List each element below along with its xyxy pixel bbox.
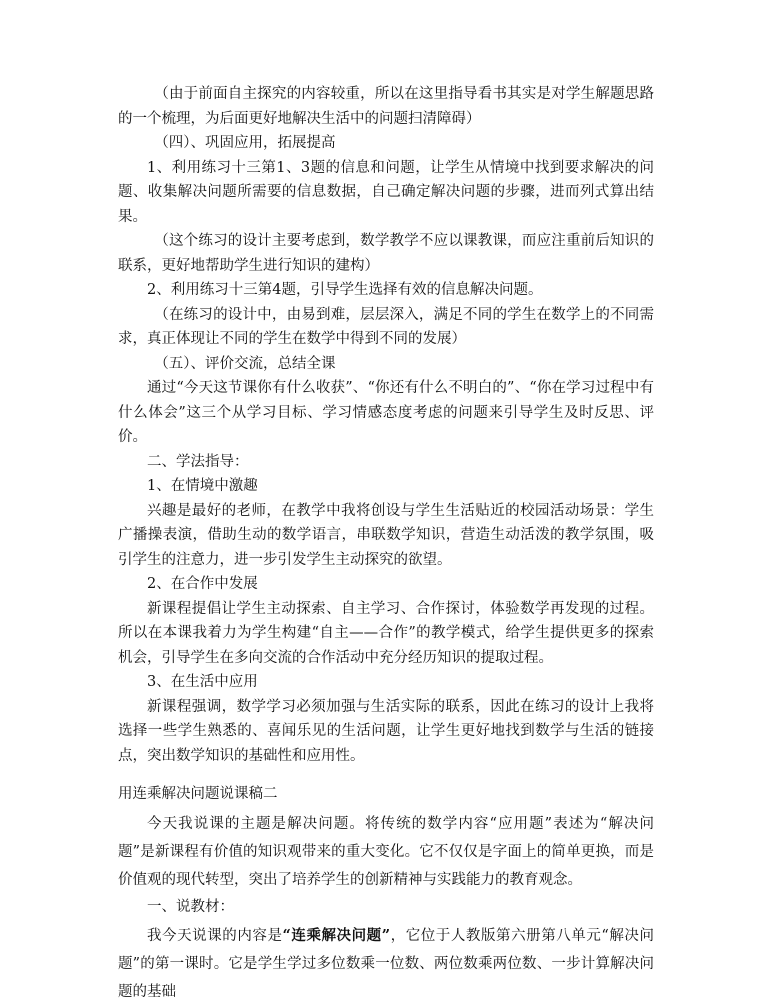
paragraph-note-reading: （由于前面自主探究的内容较重，所以在这里指导看书其实是对学生解题思路的一个梳理，为后面更好地解决生活中的问题扫清障碍） — [118, 86, 654, 127]
paragraph-interest: 兴趣是最好的老师，在教学中我将创设与学生生活贴近的校园活动场景：学生广播操表演，借助生动的数学语言，串联数学知识，营造生动活泼的教学氛围，吸引学生的注意力，进一步引发学生主动探究的欲望。 — [118, 502, 654, 568]
subheading-interest: 1、在情境中激趣 — [147, 478, 258, 494]
paragraph-exercise-2: 2、利用练习十三第4题，引导学生选择有效的信息解决问题。 — [147, 282, 543, 298]
subheading-cooperation: 2、在合作中发展 — [147, 576, 258, 592]
textbook-text-start: 我今天说课的内容是 — [147, 928, 283, 945]
paragraph-intro: 今天我说课的主题是解决问题。将传统的数学内容“应用题”表述为“解决问题”是新课程有价值的知识观带来的重大变化。它不仅仅是字面上的简单更换，而是价值观的现代转型，突出了培养学生的创新精神与实践能力的教育观念。 — [118, 816, 654, 888]
paragraph-evaluate: 通过“今天这节课你有什么收获”、“你还有什么不明白的”、“你在学习过程中有什么体会”这三个从学习目标、学习情感态度考虑的问题来引导学生及时反思、评价。 — [118, 380, 654, 445]
lesson-topic-bold: “连乘解决问题” — [282, 927, 391, 945]
paragraph-note-exercise-1: （这个练习的设计主要考虑到，数学教学不应以课教课，而应注重前后知识的联系，更好地帮助学生进行知识的建构） — [118, 233, 654, 274]
subheading-application: 3、在生活中应用 — [147, 674, 258, 690]
document-body — [118, 82, 654, 1007]
section-heading-study-method: 二、学法指导： — [147, 453, 249, 470]
paragraph-note-exercise-2: （在练习的设计中，由易到难，层层深入，满足不同的学生在数学上的不同需求，真正体现让不同的学生在数学中得到不同的发展） — [118, 306, 654, 347]
section-heading-evaluate: （五）、评价交流，总结全课 — [154, 355, 336, 372]
document-title-2: 用连乘解决问题说课稿二 — [118, 786, 278, 802]
paragraph-textbook — [118, 922, 654, 1006]
paragraph-application: 新课程强调，数学学习必须加强与生活实际的联系，因此在练习的设计上我将选择一些学生熟悉的、喜闻乐见的生活问题，让学生更好地找到数学与生活的链接点，突出数学知识的基础性和应用性。 — [118, 698, 654, 764]
section-heading-consolidate: （四）、巩固应用，拓展提高 — [154, 135, 336, 151]
paragraph-cooperation: 新课程提倡让学生主动探索、自主学习、合作探讨，体验数学再发现的过程。所以在本课我着力为学生构建“自主——合作”的教学模式，给学生提供更多的探索机会，引导学生在多向交流的合作活动中充分经历知识的提取过程。 — [118, 600, 654, 666]
section-heading-textbook: 一、说教材： — [147, 899, 234, 916]
paragraph-exercise-1: 1、利用练习十三第1、3题的信息和问题，让学生从情境中找到要求解决的问题、收集解决问题所需要的信息数据，自己确定解决问题的步骤，进而列式算出结果。 — [118, 159, 654, 225]
textbook-text-rest: ，它位于人教版第六册第八单元“解决问题”的第一课时。它是学生学过多位数乘一位数、两位数乘两位数、一步计算解决问题的基础 — [118, 928, 654, 1000]
